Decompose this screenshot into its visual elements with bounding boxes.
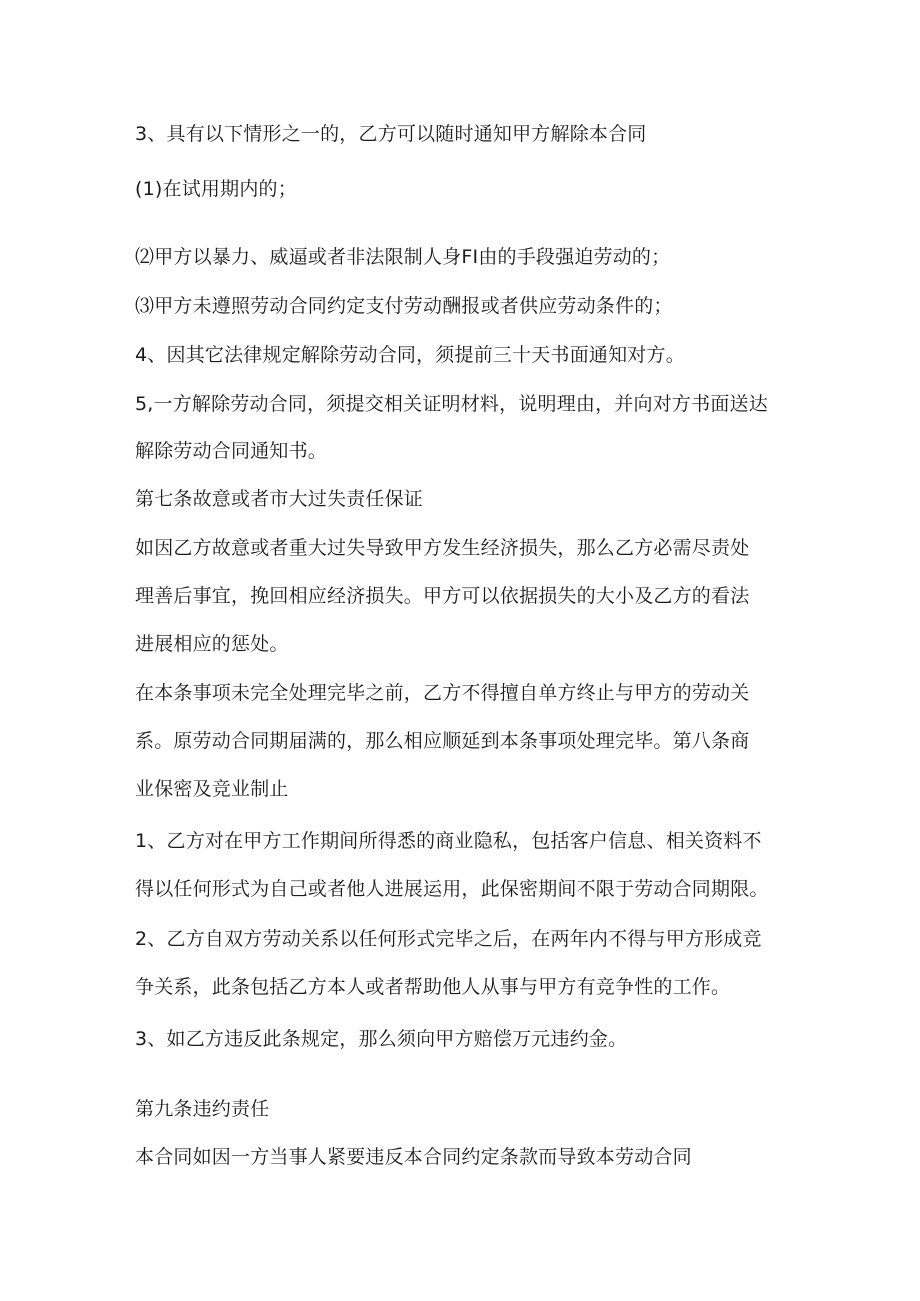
clause-line: 3、具有以下情形之一的，乙方可以随时通知甲方解除本合同 [135, 123, 647, 145]
clause-line: 进展相应的惩处。 [135, 633, 289, 655]
clause-line: (1)在试用期内的； [135, 178, 297, 200]
clause-line: ⑵甲方以暴力、威逼或者非法限制人身FI由的手段强迫劳动的； [135, 246, 671, 268]
clause-line: 2、乙方自双方劳动关系以任何形式完毕之后，在两年内不得与甲方形成竞 [135, 928, 762, 950]
clause-line: 争关系，此条包括乙方本人或者帮助他人从事与甲方有竞争性的工作。 [135, 976, 731, 998]
clause-line: 解除劳动合同通知书。 [135, 440, 328, 462]
clause-line: 4、因其它法律规定解除劳动合同，须提前三十天书面通知对方。 [135, 344, 685, 366]
clause-line: 5,一方解除劳动合同，须提交相关证明材料，说明理由，并向对方书面送达 [135, 393, 768, 415]
section-heading: 第七条故意或者市大过失责任保证 [135, 488, 424, 510]
clause-line: 业保密及竞业制止 [135, 778, 289, 800]
clause-line: 系。原劳动合同期届满的，那么相应顺延到本条事项处理完毕。第八条商 [135, 730, 750, 752]
clause-line: 在本条事项未完全处理完毕之前，乙方不得擅自单方终止与甲方的劳动关 [135, 682, 750, 704]
clause-line: 1、乙方对在甲方工作期间所得悉的商业隐私，包括客户信息、相关资料不 [135, 830, 762, 852]
clause-line: 本合同如因一方当事人紧要违反本合同约定条款而导致本劳动合同 [135, 1146, 692, 1168]
clause-line: 如因乙方故意或者重大过失导致甲方发生经济损失，那么乙方必需尽责处 [135, 537, 750, 559]
clause-line: ⑶甲方未遵照劳动合同约定支付劳动酬报或者供应劳动条件的； [135, 295, 673, 317]
clause-line: 得以任何形式为自己或者他人进展运用，此保密期间不限于劳动合同期限。 [135, 878, 769, 900]
section-heading: 第九条违约责任 [135, 1098, 270, 1120]
clause-line: 理善后事宜，挽回相应经济损失。甲方可以依据损失的大小及乙方的看法 [135, 585, 750, 607]
clause-line: 3、如乙方违反此条规定，那么须向甲方赔偿万元违约金。 [135, 1028, 628, 1050]
